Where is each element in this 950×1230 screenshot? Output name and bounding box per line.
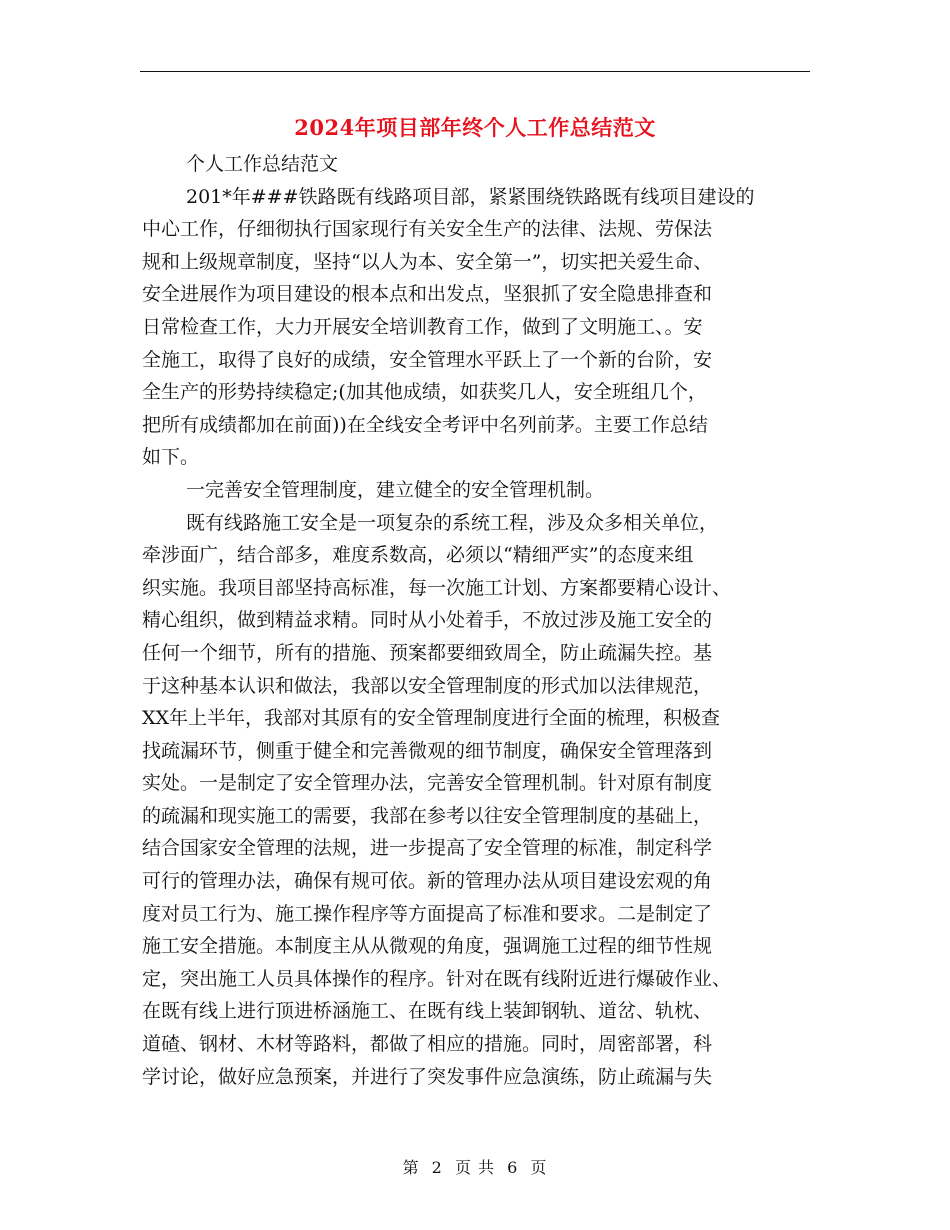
body-line: 在既有线上进行顶进桥涵施工、在既有线上装卸钢轨、道岔、轨枕、 bbox=[142, 1000, 713, 1023]
body-line: 如下。 bbox=[142, 446, 200, 469]
body-line: 把所有成绩都加在前面))在全线安全考评中名列前茅。主要工作总结 bbox=[142, 413, 708, 436]
body-line: 学讨论，做好应急预案，并进行了突发事件应急演练，防止疏漏与失 bbox=[142, 1065, 713, 1088]
footer-page-number: 2 bbox=[431, 1158, 443, 1177]
footer-suffix: 页 bbox=[530, 1158, 548, 1177]
body-line: 的疏漏和现实施工的需要，我部在参考以往安全管理制度的基础上， bbox=[142, 804, 713, 827]
footer-total-pages: 6 bbox=[507, 1158, 519, 1177]
footer-prefix: 第 bbox=[402, 1158, 420, 1177]
body-line: 施工安全措施。本制度主从从微观的角度，强调施工过程的细节性规 bbox=[142, 935, 713, 958]
body-line: 牵涉面广，结合部多，难度系数高，必须以“精细严实”的态度来组 bbox=[142, 544, 694, 567]
body-line: 日常检查工作，大力开展安全培训教育工作，做到了文明施工、。安 bbox=[142, 315, 703, 338]
body-line: 于这种基本认识和做法，我部以安全管理制度的形式加以法律规范， bbox=[142, 674, 713, 697]
body-line: 既有线路施工安全是一项复杂的系统工程，涉及众多相关单位， bbox=[186, 511, 719, 534]
body-line: 一完善安全管理制度，建立健全的安全管理机制。 bbox=[186, 478, 605, 501]
body-line: XX年上半年，我部对其原有的安全管理制度进行全面的梳理，积极查 bbox=[142, 707, 721, 730]
body-line: 织实施。我项目部坚持高标准，每一次施工计划、方案都要精心设计、 bbox=[142, 576, 732, 599]
body-line: 度对员工行为、施工操作程序等方面提高了标准和要求。二是制定了 bbox=[142, 902, 713, 925]
body-line: 精心组织，做到精益求精。同时从小处着手，不放过涉及施工安全的 bbox=[142, 609, 713, 632]
body-line: 全生产的形势持续稳定;(加其他成绩，如获奖几人，安全班组几个， bbox=[142, 381, 707, 404]
document-title: 2024年项目部年终个人工作总结范文 bbox=[294, 115, 656, 140]
body-line: 个人工作总结范文 bbox=[186, 153, 339, 175]
document-body bbox=[142, 148, 812, 1093]
body-line: 全施工，取得了良好的成绩，安全管理水平跃上了一个新的台阶，安 bbox=[142, 348, 713, 371]
body-line: 定，突出施工人员具体操作的程序。针对在既有线附近进行爆破作业、 bbox=[142, 967, 732, 990]
footer-middle: 页 共 bbox=[454, 1158, 496, 1177]
body-line: 实处。一是制定了安全管理办法，完善安全管理机制。针对原有制度 bbox=[142, 772, 713, 795]
body-line: 任何一个细节，所有的措施、预案都要细致周全，防止疏漏失控。基 bbox=[142, 641, 713, 664]
body-line: 中心工作，仔细彻执行国家现行有关安全生产的法律、法规、劳保法 bbox=[142, 218, 713, 241]
body-line: 安全进展作为项目建设的根本点和出发点，坚狠抓了安全隐患排查和 bbox=[142, 283, 713, 306]
body-line: 结合国家安全管理的法规，进一步提高了安全管理的标准，制定科学 bbox=[142, 837, 713, 860]
body-line: 201*年###铁路既有线路项目部，紧紧围绕铁路既有线项目建设的 bbox=[186, 185, 755, 208]
body-line: 可行的管理办法，确保有规可依。新的管理办法从项目建设宏观的角 bbox=[142, 870, 713, 893]
header-rule bbox=[140, 71, 810, 72]
body-line: 找疏漏环节，侧重于健全和完善微观的细节制度，确保安全管理落到 bbox=[142, 739, 713, 762]
page-footer bbox=[0, 1155, 950, 1178]
body-line: 道碴、钢材、木材等路料，都做了相应的措施。同时，周密部署，科 bbox=[142, 1033, 713, 1056]
body-line: 规和上级规章制度，坚持“以人为本、安全第一”，切实把关爱生命、 bbox=[142, 250, 713, 273]
